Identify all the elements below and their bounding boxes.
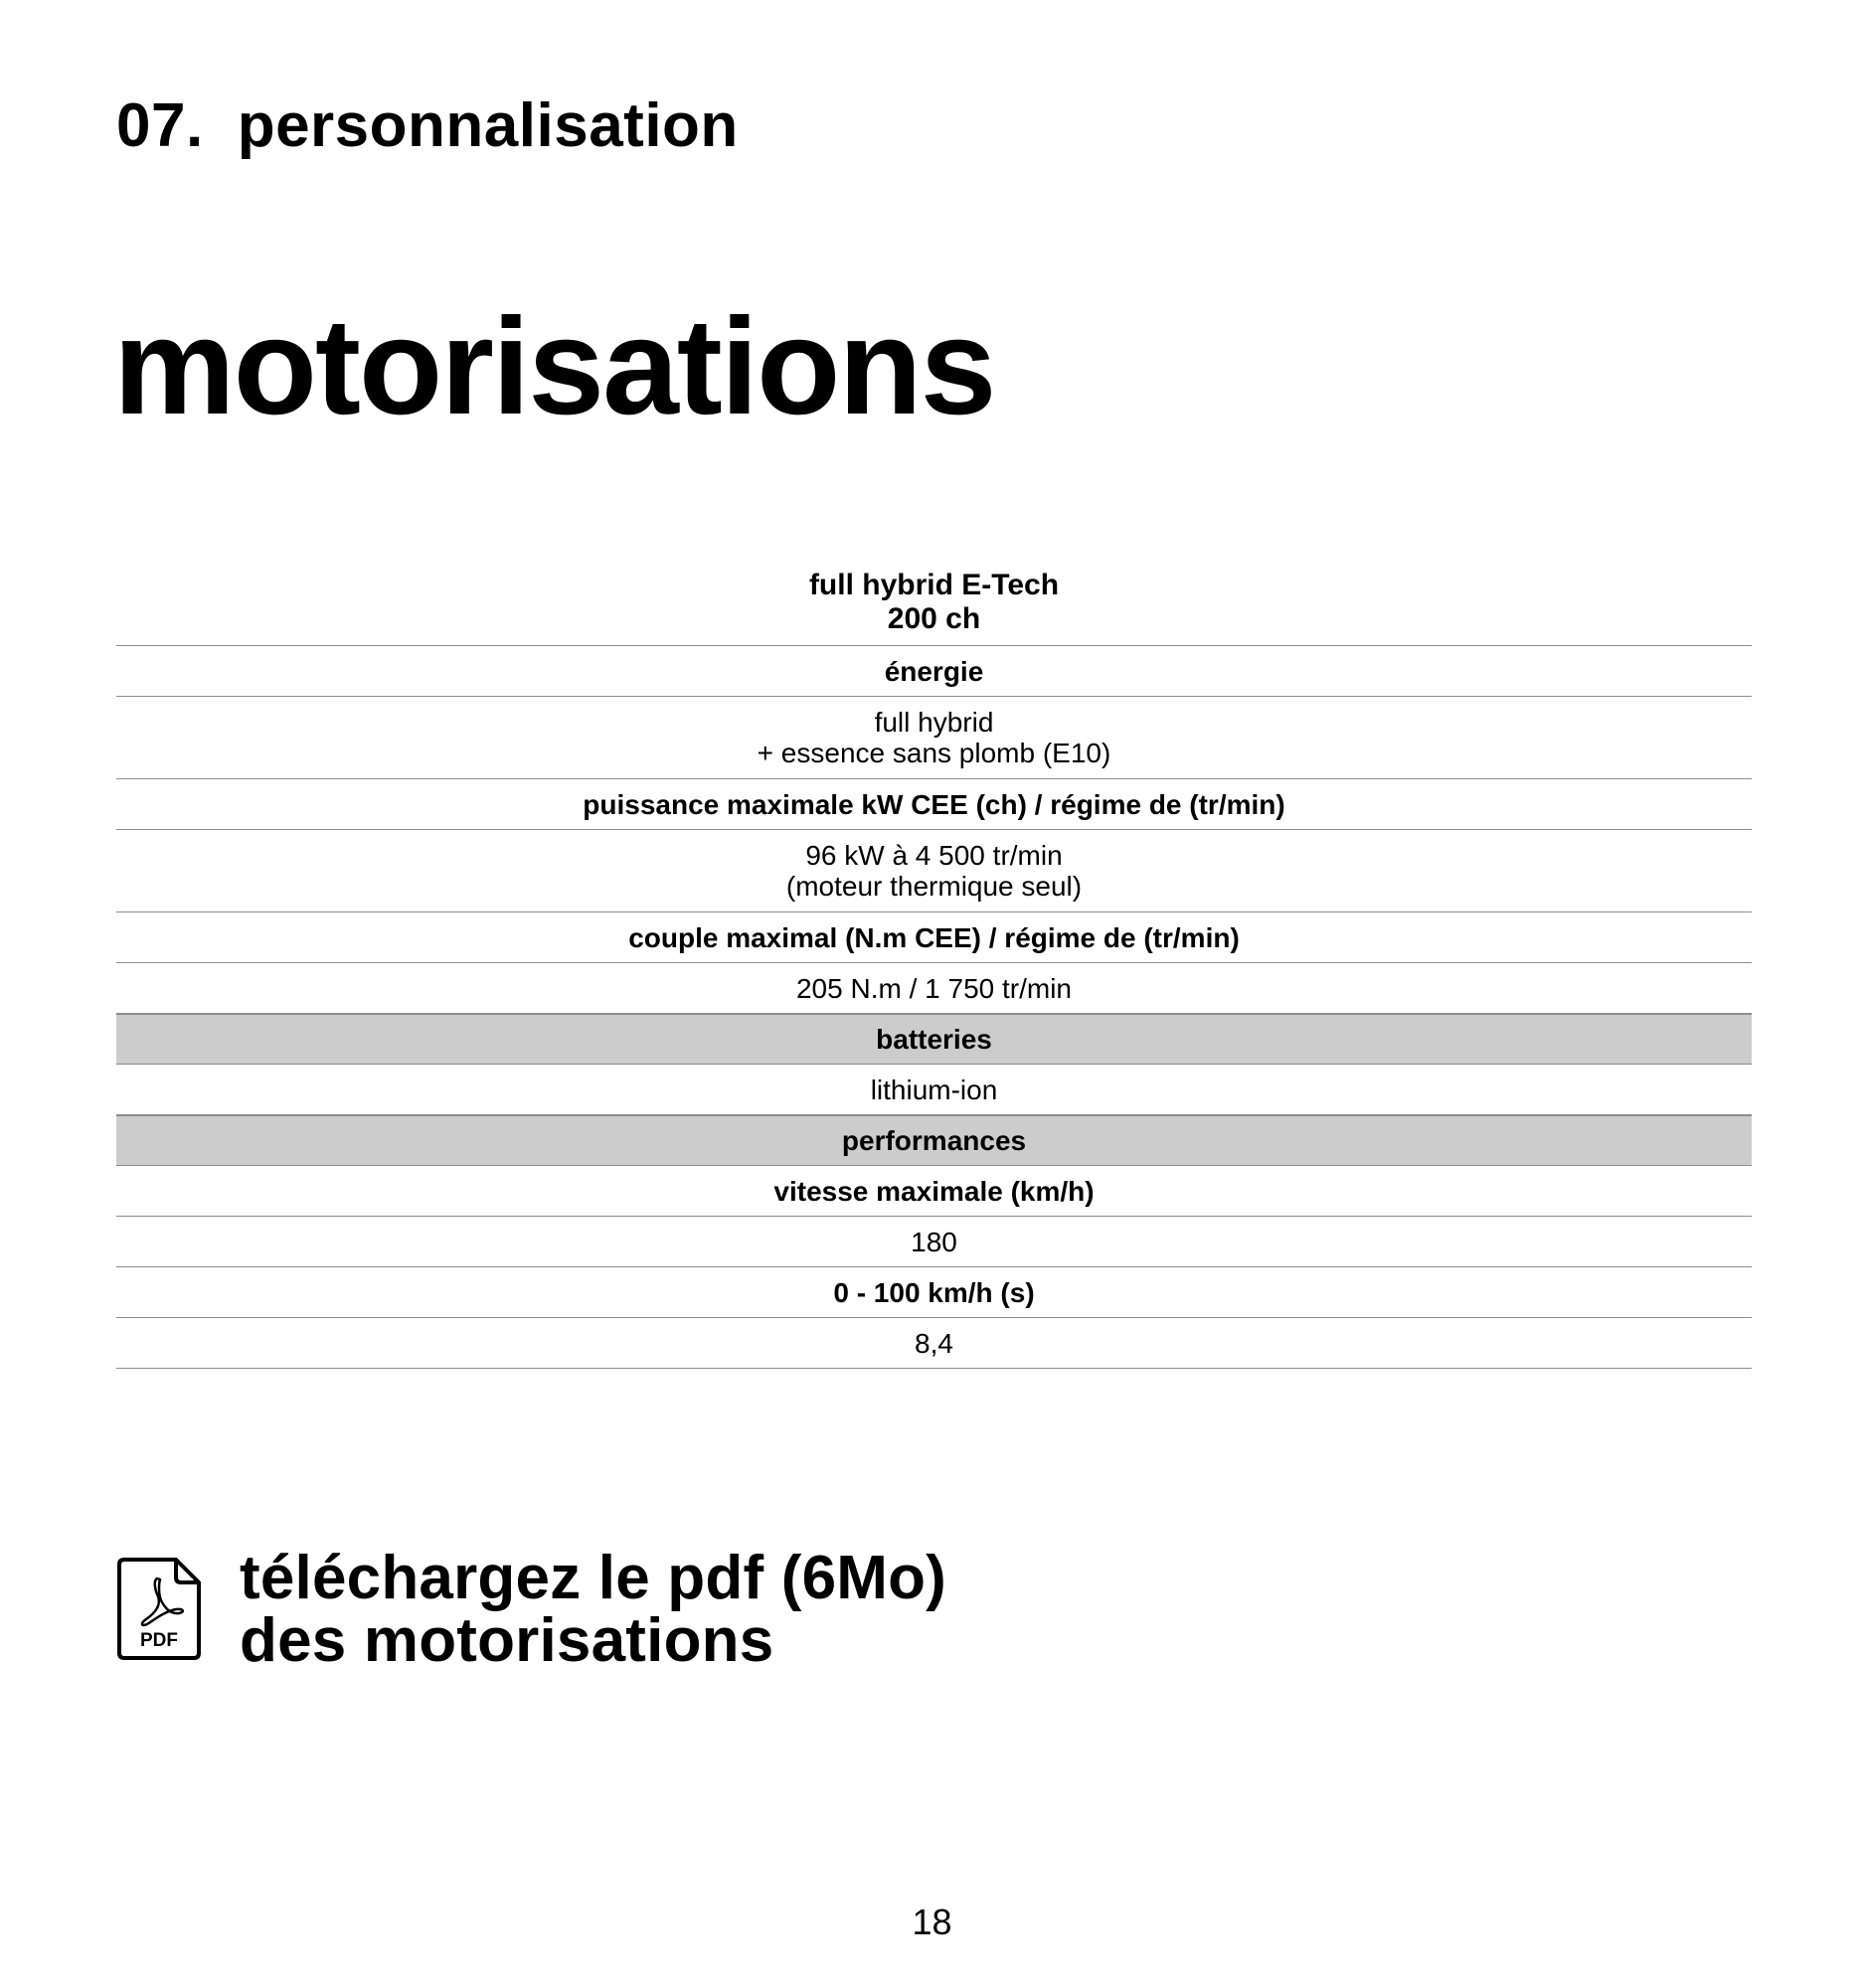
table-cell-value: (moteur thermique seul)	[785, 871, 1083, 902]
engine-name: full hybrid E-Tech	[808, 569, 1060, 601]
table-cell-value: 180	[911, 1226, 957, 1257]
table-row	[116, 963, 1752, 1014]
table-row	[116, 1065, 1752, 1115]
download-label-line-2: des motorisations	[240, 1606, 774, 1675]
pdf-download-link[interactable]	[116, 1544, 947, 1675]
table-row	[116, 646, 1752, 697]
section-heading	[116, 91, 739, 160]
acrobat-glyph	[142, 1578, 183, 1625]
table-row	[116, 1318, 1752, 1369]
table-column-header	[116, 560, 1752, 646]
table-cell-value: + essence sans plomb (E10)	[757, 738, 1111, 768]
table-row	[116, 779, 1752, 830]
section-title: personnalisation	[237, 91, 739, 160]
table-cell-value: lithium-ion	[870, 1074, 998, 1105]
table-cell-label: performances	[841, 1125, 1027, 1156]
download-label[interactable]	[240, 1544, 947, 1675]
table-row	[116, 1166, 1752, 1217]
page-title: motorisations	[113, 290, 995, 443]
table-row	[116, 1217, 1752, 1267]
table-cell-value: 96 kW à 4 500 tr/min	[805, 840, 1063, 871]
table-cell-label: énergie	[884, 655, 984, 687]
pdf-file-icon[interactable]	[116, 1557, 202, 1661]
table-cell-label: couple maximal (N.m CEE) / régime de (tr/min)	[628, 921, 1240, 953]
section-number: 07.	[116, 91, 204, 160]
table-cell-value: full hybrid	[874, 707, 994, 738]
table-row	[116, 697, 1752, 779]
table-section-row	[116, 1115, 1752, 1166]
table-cell-value: 8,4	[915, 1327, 953, 1359]
download-label-line-1: téléchargez le pdf (6Mo)	[240, 1544, 947, 1612]
table-row	[116, 1267, 1752, 1318]
table-cell-value: 205 N.m / 1 750 tr/min	[795, 972, 1072, 1004]
engine-power: 200 ch	[887, 602, 981, 635]
pdf-icon-label: PDF	[140, 1630, 178, 1651]
page-number: 18	[912, 1902, 952, 1942]
table-section-row	[116, 1014, 1752, 1065]
specifications-table	[116, 560, 1752, 1369]
table-cell-label: 0 - 100 km/h (s)	[833, 1276, 1035, 1308]
table-cell-label: batteries	[876, 1024, 992, 1055]
table-row	[116, 912, 1752, 963]
table-row	[116, 830, 1752, 912]
table-cell-label: vitesse maximale (km/h)	[773, 1175, 1095, 1207]
table-body	[116, 646, 1752, 1369]
table-cell-label: puissance maximale kW CEE (ch) / régime de (tr/min)	[583, 788, 1285, 820]
